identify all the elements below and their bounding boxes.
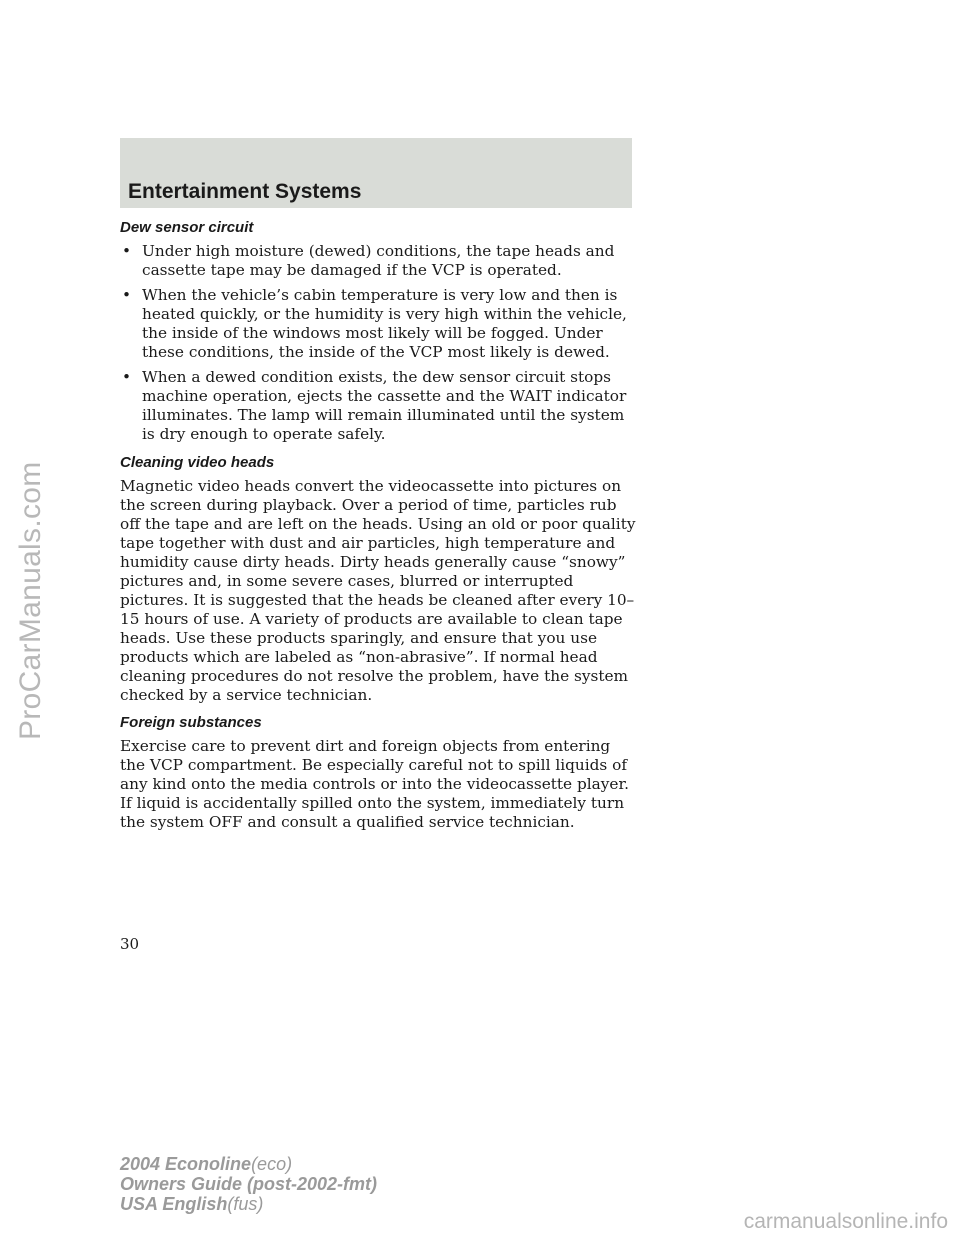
url-watermark: carmanualsonline.info — [743, 1210, 948, 1233]
side-watermark: ProCarManuals.com — [14, 461, 47, 740]
footer-line-model — [120, 1154, 377, 1174]
page-title: Entertainment Systems — [128, 180, 362, 203]
bullet-icon: • — [122, 242, 132, 260]
footer-line-language — [120, 1194, 377, 1214]
footer-model-code: (eco) — [251, 1154, 293, 1174]
bullet-icon: • — [122, 368, 132, 386]
heading-foreign-substances: Foreign substances — [120, 714, 262, 731]
paragraph-foreign: Exercise care to prevent dirt and foreign objects from entering the VCP compartment. Be especially careful not to spill liquids of any kind onto the media controls or into the videocassette player. If liquid is accidentally spilled onto the system, immediately turn the system OFF and consult a qualified service technician. — [120, 737, 629, 831]
paragraph-cleaning: Magnetic video heads convert the videocassette into pictures on the screen during playback. Over a period of time, particles rub off the tape and are left on the heads. Using an old or poor quality tape together with dust and air particles, high temperature and humidity cause dirty heads. Dirty heads generally cause “snowy” pictures and, in some severe cases, blurred or interrupted pictures. It is suggested that the heads be cleaned after every 10–15 hours of use. A variety of products are available to clean tape heads. Use these products sparingly, and ensure that you use products which are labeled as “non-abrasive”. If normal head cleaning procedures do not resolve the problem, have the system checked by a service technician. — [120, 477, 636, 704]
footer-doc-info — [120, 1154, 377, 1214]
footer-line-guide — [120, 1174, 377, 1194]
footer-model: 2004 Econoline — [120, 1154, 252, 1174]
section-header-band — [120, 138, 632, 208]
footer-language: USA English — [120, 1194, 228, 1214]
bullet-text: When the vehicle’s cabin temperature is very low and then is heated quickly, or the humidity is very high within the vehicle, the inside of the windows most likely will be fogged. Under these conditions, the inside of the VCP most likely is dewed. — [142, 286, 627, 361]
page-number: 30 — [120, 935, 140, 953]
bullet-text: When a dewed condition exists, the dew sensor circuit stops machine operation, ejects the cassette and the WAIT indicator illuminates. The lamp will remain illuminated until the system is dry enough to operate safely. — [142, 368, 627, 443]
footer-guide: Owners Guide (post-2002-fmt) — [120, 1174, 378, 1194]
bullet-item — [120, 286, 640, 362]
footer-language-code: (fus) — [227, 1194, 264, 1214]
bullet-icon: • — [122, 286, 132, 304]
bullet-item — [120, 368, 640, 444]
bullet-text: Under high moisture (dewed) conditions, the tape heads and cassette tape may be damaged if the VCP is operated. — [142, 242, 615, 279]
heading-cleaning-video-heads: Cleaning video heads — [120, 454, 275, 471]
bullet-item — [120, 242, 640, 280]
main-content — [120, 218, 640, 840]
heading-dew-sensor: Dew sensor circuit — [120, 219, 254, 236]
